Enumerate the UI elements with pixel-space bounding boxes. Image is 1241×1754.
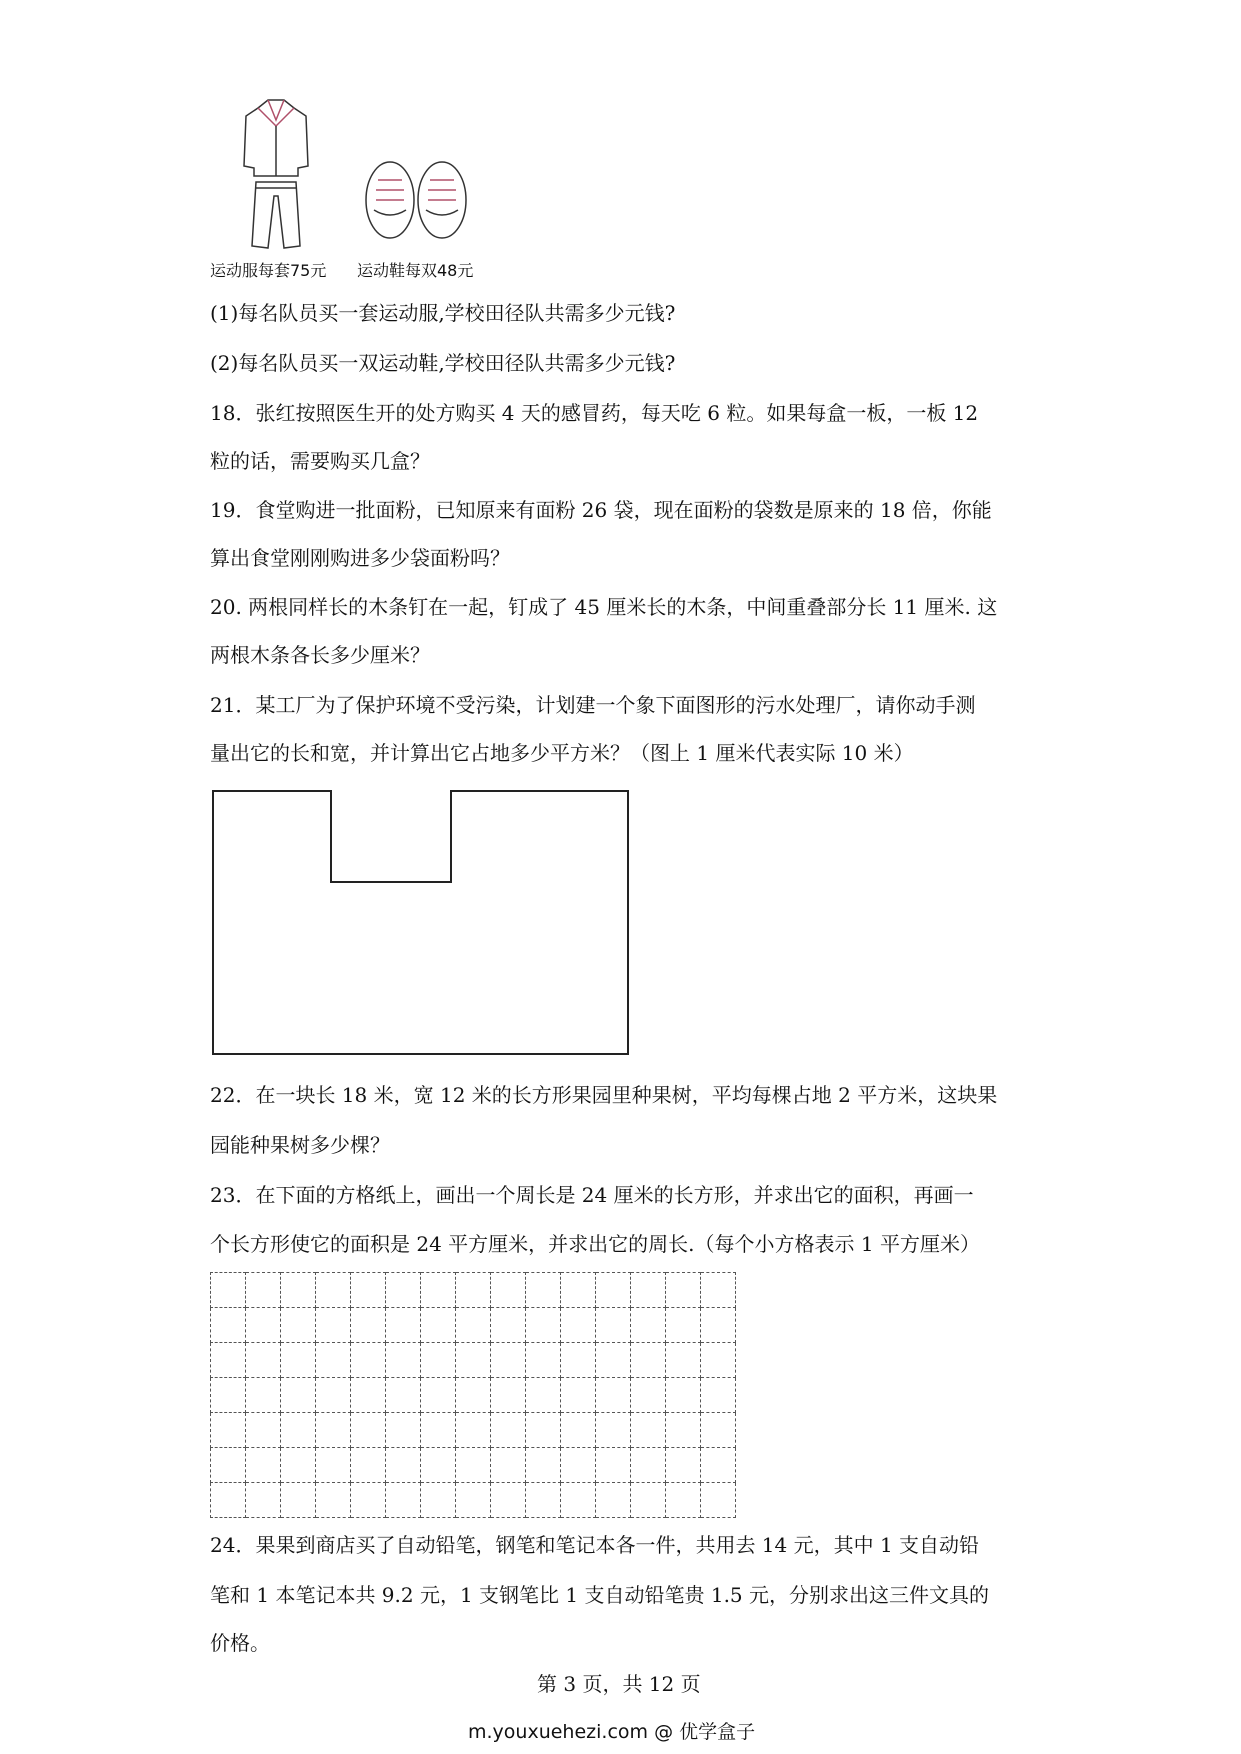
grid-cell[interactable]	[211, 1483, 246, 1518]
grid-cell[interactable]	[281, 1308, 316, 1343]
q19-line1: 19．食堂购进一批面粉，已知原来有面粉 26 袋，现在面粉的袋数是原来的 18 倍，你能	[210, 498, 992, 522]
grid-cell[interactable]	[456, 1483, 491, 1518]
sneakers-illustration	[362, 160, 472, 244]
grid-cell[interactable]	[421, 1448, 456, 1483]
grid-cell[interactable]	[596, 1343, 631, 1378]
grid-cell[interactable]	[386, 1483, 421, 1518]
grid-cell[interactable]	[491, 1343, 526, 1378]
grid-cell[interactable]	[281, 1378, 316, 1413]
grid-cell[interactable]	[246, 1378, 281, 1413]
grid-cell[interactable]	[526, 1378, 561, 1413]
grid-cell[interactable]	[316, 1343, 351, 1378]
grid-cell[interactable]	[526, 1343, 561, 1378]
grid-cell[interactable]	[631, 1273, 666, 1308]
grid-cell[interactable]	[246, 1448, 281, 1483]
grid-cell[interactable]	[456, 1308, 491, 1343]
grid-cell[interactable]	[211, 1273, 246, 1308]
grid-cell[interactable]	[281, 1448, 316, 1483]
grid-cell[interactable]	[351, 1483, 386, 1518]
grid-cell[interactable]	[421, 1343, 456, 1378]
grid-row	[211, 1413, 736, 1448]
grid-row	[211, 1483, 736, 1518]
grid-cell[interactable]	[316, 1413, 351, 1448]
grid-cell[interactable]	[666, 1273, 701, 1308]
grid-cell[interactable]	[351, 1448, 386, 1483]
grid-cell[interactable]	[316, 1308, 351, 1343]
grid-cell[interactable]	[246, 1413, 281, 1448]
grid-cell[interactable]	[421, 1413, 456, 1448]
grid-cell[interactable]	[526, 1448, 561, 1483]
grid-cell[interactable]	[316, 1448, 351, 1483]
grid-cell[interactable]	[631, 1308, 666, 1343]
grid-cell[interactable]	[386, 1448, 421, 1483]
grid-paper[interactable]	[210, 1272, 736, 1518]
grid-cell[interactable]	[491, 1273, 526, 1308]
grid-cell[interactable]	[701, 1343, 736, 1378]
q24-line3: 价格。	[210, 1631, 270, 1655]
sneakers-icon	[362, 160, 472, 244]
site-watermark: m.youxuehezi.com @ 优学盒子	[468, 1721, 756, 1743]
factory-outline-figure	[208, 786, 638, 1060]
grid-cell[interactable]	[456, 1343, 491, 1378]
grid-cell[interactable]	[701, 1308, 736, 1343]
grid-cell[interactable]	[666, 1343, 701, 1378]
grid-row	[211, 1308, 736, 1343]
grid-cell[interactable]	[596, 1483, 631, 1518]
grid-cell[interactable]	[596, 1308, 631, 1343]
grid-cell[interactable]	[596, 1273, 631, 1308]
grid-cell[interactable]	[421, 1273, 456, 1308]
shoes-price-caption: 运动鞋每双48元	[357, 261, 474, 280]
grid-row	[211, 1273, 736, 1308]
grid-cell[interactable]	[596, 1448, 631, 1483]
grid-cell[interactable]	[211, 1413, 246, 1448]
page-number: 第 3 页，共 12 页	[537, 1672, 701, 1696]
grid-cell[interactable]	[666, 1448, 701, 1483]
q19-line2: 算出食堂刚刚购进多少袋面粉吗？	[210, 546, 510, 570]
grid-cell[interactable]	[316, 1483, 351, 1518]
q23-line2: 个长方形使它的面积是 24 平方厘米，并求出它的周长.（每个小方格表示 1 平方厘米）	[210, 1232, 980, 1256]
grid-cell[interactable]	[386, 1413, 421, 1448]
grid-cell[interactable]	[386, 1308, 421, 1343]
grid-cell[interactable]	[631, 1343, 666, 1378]
grid-cell[interactable]	[526, 1273, 561, 1308]
grid-cell[interactable]	[491, 1413, 526, 1448]
grid-row	[211, 1343, 736, 1378]
grid-cell[interactable]	[596, 1378, 631, 1413]
grid-cell[interactable]	[666, 1413, 701, 1448]
tracksuit-icon	[236, 96, 316, 256]
grid-cell[interactable]	[351, 1413, 386, 1448]
grid-cell[interactable]	[631, 1483, 666, 1518]
grid-cell[interactable]	[351, 1378, 386, 1413]
grid-cell[interactable]	[701, 1448, 736, 1483]
grid-cell[interactable]	[316, 1273, 351, 1308]
grid-cell[interactable]	[246, 1308, 281, 1343]
grid-cell[interactable]	[456, 1448, 491, 1483]
grid-cell[interactable]	[351, 1273, 386, 1308]
grid-cell[interactable]	[211, 1448, 246, 1483]
grid-cell[interactable]	[491, 1448, 526, 1483]
grid-cell[interactable]	[561, 1413, 596, 1448]
grid-cell[interactable]	[246, 1343, 281, 1378]
grid-cell[interactable]	[526, 1308, 561, 1343]
q17-sub1: (1)每名队员买一套运动服,学校田径队共需多少元钱?	[210, 301, 676, 325]
q24-line1: 24．果果到商店买了自动铅笔，钢笔和笔记本各一件，共用去 14 元，其中 1 支自动铅	[210, 1533, 980, 1557]
grid-cell[interactable]	[211, 1308, 246, 1343]
grid-cell[interactable]	[666, 1483, 701, 1518]
grid-cell[interactable]	[526, 1413, 561, 1448]
q21-line1: 21．某工厂为了保护环境不受污染，计划建一个象下面图形的污水处理厂，请你动手测	[210, 693, 976, 717]
grid-cell[interactable]	[456, 1378, 491, 1413]
grid-cell[interactable]	[211, 1343, 246, 1378]
grid-cell[interactable]	[281, 1413, 316, 1448]
grid-cell[interactable]	[666, 1308, 701, 1343]
grid-cell[interactable]	[561, 1273, 596, 1308]
grid-cell[interactable]	[421, 1483, 456, 1518]
grid-cell[interactable]	[666, 1378, 701, 1413]
grid-row	[211, 1448, 736, 1483]
grid-cell[interactable]	[701, 1378, 736, 1413]
grid-cell[interactable]	[561, 1378, 596, 1413]
q20-line2: 两根木条各长多少厘米？	[210, 643, 430, 667]
grid-cell[interactable]	[456, 1413, 491, 1448]
grid-cell[interactable]	[631, 1448, 666, 1483]
grid-cell[interactable]	[701, 1413, 736, 1448]
grid-cell[interactable]	[561, 1448, 596, 1483]
q20-line1: 20. 两根同样长的木条钉在一起，钉成了 45 厘米长的木条，中间重叠部分长 11 厘米. 这	[210, 595, 998, 619]
grid-cell[interactable]	[491, 1378, 526, 1413]
grid-cell[interactable]	[631, 1378, 666, 1413]
q24-line2: 笔和 1 本笔记本共 9.2 元，1 支钢笔比 1 支自动铅笔贵 1.5 元，分别求出这三件文具的	[210, 1583, 990, 1607]
grid-cell[interactable]	[701, 1273, 736, 1308]
grid-cell[interactable]	[351, 1308, 386, 1343]
q18-line2: 粒的话，需要购买几盒？	[210, 449, 430, 473]
grid-cell[interactable]	[246, 1273, 281, 1308]
grid-cell[interactable]	[386, 1378, 421, 1413]
grid-cell[interactable]	[386, 1273, 421, 1308]
grid-cell[interactable]	[351, 1343, 386, 1378]
q23-line1: 23．在下面的方格纸上，画出一个周长是 24 厘米的长方形，并求出它的面积，再画一	[210, 1183, 974, 1207]
grid-cell[interactable]	[281, 1343, 316, 1378]
grid-cell[interactable]	[281, 1483, 316, 1518]
grid-cell[interactable]	[491, 1308, 526, 1343]
grid-cell[interactable]	[281, 1273, 316, 1308]
grid-cell[interactable]	[316, 1378, 351, 1413]
grid-cell[interactable]	[421, 1378, 456, 1413]
grid-cell[interactable]	[421, 1308, 456, 1343]
grid-cell[interactable]	[456, 1273, 491, 1308]
q18-line1: 18．张红按照医生开的处方购买 4 天的感冒药，每天吃 6 粒。如果每盒一板，一板 12	[210, 401, 979, 425]
grid-cell[interactable]	[386, 1343, 421, 1378]
grid-cell[interactable]	[211, 1378, 246, 1413]
q21-line2: 量出它的长和宽，并计算出它占地多少平方米？（图上 1 厘米代表实际 10 米）	[210, 741, 914, 765]
grid-cell[interactable]	[526, 1483, 561, 1518]
grid-cell[interactable]	[491, 1483, 526, 1518]
grid-row	[211, 1378, 736, 1413]
grid-cell[interactable]	[561, 1483, 596, 1518]
q22-line2: 园能种果树多少棵？	[210, 1133, 390, 1157]
q17-sub2: (2)每名队员买一双运动鞋,学校田径队共需多少元钱?	[210, 351, 676, 375]
tracksuit-illustration	[236, 96, 316, 256]
grid-cell[interactable]	[561, 1308, 596, 1343]
grid-cell[interactable]	[701, 1483, 736, 1518]
grid-cell[interactable]	[596, 1413, 631, 1448]
clothes-price-caption: 运动服每套75元	[210, 261, 327, 280]
q22-line1: 22．在一块长 18 米，宽 12 米的长方形果园里种果树，平均每棵占地 2 平方米，这块果	[210, 1083, 998, 1107]
grid-cell[interactable]	[246, 1483, 281, 1518]
grid-cell[interactable]	[631, 1413, 666, 1448]
grid-cell[interactable]	[561, 1343, 596, 1378]
